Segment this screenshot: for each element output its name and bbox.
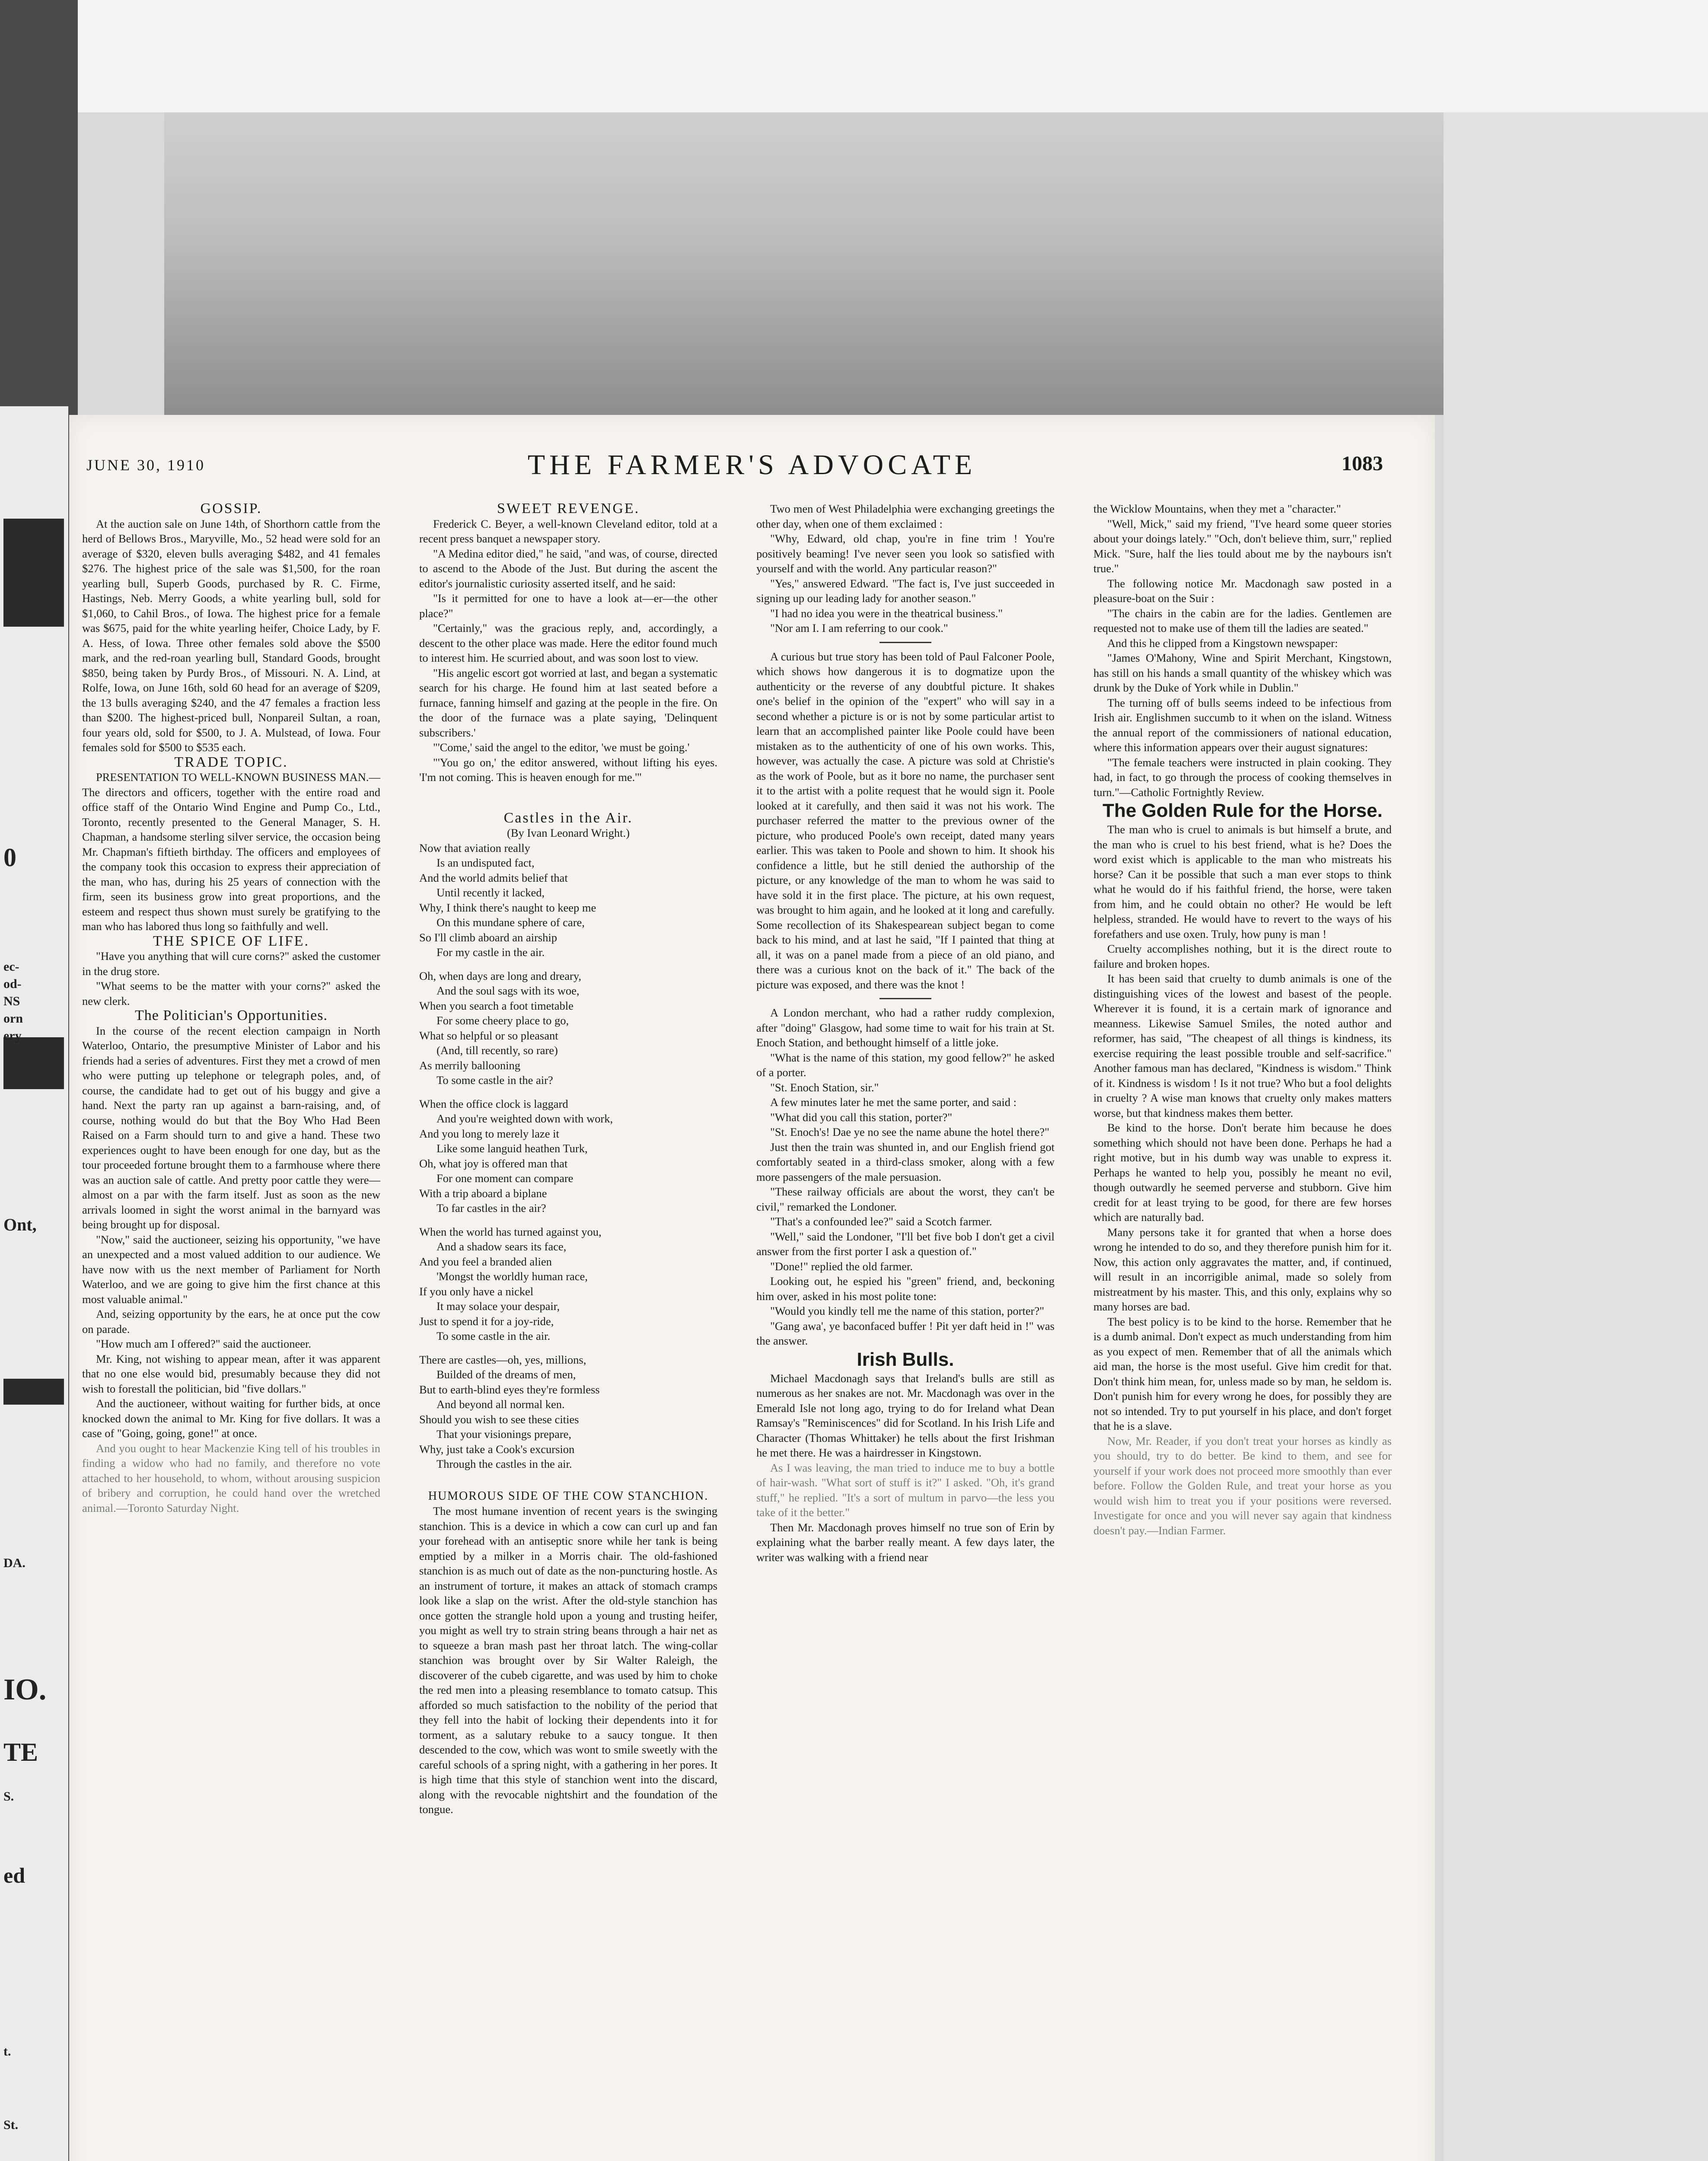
section-title-gossip: GOSSIP.: [200, 500, 262, 516]
article-paragraph: As I was leaving, the man tried to induce me to buy a bottle of hair-wash. "What sort of stuff is it?" I asked. "Oh, it's grand stuff," he replied. "It's a sort of multum in parvo—the less you take of it the better.": [756, 1461, 1055, 1519]
poem-line: When you search a foot timetable: [419, 999, 574, 1012]
article-paragraph: The turning off of bulls seems indeed to be infectious from Irish air. Englishmen succumb to it when on the island. Witness the annual report of the commissioners of national education, where this information appears over their august signatures:: [1093, 696, 1392, 754]
article-paragraph: The following notice Mr. Macdonagh saw posted in a pleasure-boat on the Suir :: [1093, 577, 1392, 605]
section-title-politician: The Politician's Opportunities.: [134, 1007, 328, 1023]
poem-line: Why, just take a Cook's excursion: [419, 1442, 575, 1456]
poem-line: Is an undisputed fact,: [437, 856, 535, 869]
adjacent-page-edge: [0, 406, 68, 2161]
page-title: THE FARMER'S ADVOCATE: [527, 449, 977, 481]
article-paragraph: "St. Enoch Station, sir.": [770, 1080, 879, 1094]
article-paragraph: PRESENTATION TO WELL-KNOWN BUSINESS MAN.—The directors and officers, together with the entire road and office staff of the Ontario Wind Engine and Pump Co., Ltd., Toronto, recently presented to the General Manager, S. H. Chapman, a handsome sterling silver service, the occasion being Mr. Chapman's fiftieth birthday. The officers and employees of the company took this occasion to express their appreciation of the man, who has, during his 25 years of connection with the firm, seen its business grow into great proportions, and the esteem and respect thus shown must surely be gratifying to the man who has labored thus long so faithfully and well.: [82, 771, 380, 933]
article-paragraph: Now, Mr. Reader, if you don't treat your horses as kindly as you should, try to do better. Be kind to them, and see for yourself if your work does not proceed more smoothly than ever before. Follow the Golden Rule, and treat your horse as you would wish him to treat you if your positions were reversed. Investigate for once and you will never say again that kindness doesn't pay.—Indian Farmer.: [1093, 1434, 1392, 1537]
poem-line: And you're weighted down with work,: [437, 1112, 613, 1125]
poem-line: Just to spend it for a joy-ride,: [419, 1314, 554, 1328]
poem-line: With a trip aboard a biplane: [419, 1186, 547, 1200]
poem-line: Oh, when days are long and dreary,: [419, 969, 582, 982]
section-title-irish-bulls: Irish Bulls.: [857, 1348, 954, 1370]
poem-line: But to earth-blind eyes they're formless: [419, 1383, 600, 1396]
article-paragraph: And you ought to hear Mackenzie King tell of his troubles in finding a widow who had no family, and therefore no vote attached to her household, to whom, without arousing suspicion of bribery and corruption, he could hand over the wretched animal.—Toronto Saturday Night.: [82, 1441, 380, 1514]
column-4: [1093, 501, 1392, 1538]
article-paragraph: "Have you anything that will cure corns?" asked the customer in the drug store.: [82, 950, 380, 978]
divider: [879, 998, 931, 999]
article-paragraph: "'Come,' said the angel to the editor, 'we must be going.': [433, 741, 690, 754]
article-paragraph: Looking out, he espied his "green" friend, and, beckoning him over, asked in his most polite tone:: [756, 1275, 1055, 1303]
adjacent-page-fragment: 0: [3, 843, 16, 872]
adjacent-page-ad-block: [3, 1379, 64, 1405]
article-paragraph: "Is it permitted for one to have a look at—er—the other place?": [419, 592, 717, 620]
article-paragraph: In the course of the recent election campaign in North Waterloo, Ontario, the presumptive Minister of Labor and his friends had a series of adventures. First they met a crowd of men who were putting up telephone or telegraph poles, and, of course, the candidate had to get out of his buggy and give a hand. Next the party ran up against a barn-raising, and, of course, nothing would do but that the Boy Who Had Been Raised on a Farm should turn to and give a hand. These two experiences ought to have been enough for one day, but as the tour proceeded fortune brought them to a farmhouse where there was an auction sale of cattle. And pretty poor cattle they were—almost on a par with the farm itself. Just as soon as the new arrivals loomed in sight the worst animal in the barnyard was being brought up for disposal.: [82, 1024, 380, 1231]
article-paragraph: "Gang awa', ye baconfaced buffer ! Pit yer daft heid in !" was the answer.: [756, 1319, 1055, 1347]
adjacent-page-fragment: DA.: [3, 1556, 25, 1570]
adjacent-page-fragment: ec-: [3, 959, 19, 974]
scan-border-right: [1444, 112, 1708, 2161]
poem-line: 'Mongst the worldly human race,: [437, 1270, 588, 1283]
column-1: [82, 501, 380, 1515]
article-paragraph: Two men of West Philadelphia were exchanging greetings the other day, when one of them exclaimed :: [756, 502, 1055, 530]
poem-line: For my castle in the air.: [437, 946, 545, 959]
article-paragraph: A curious but true story has been told of Paul Falconer Poole, which shows how dangerous it is to dogmatize upon the authenticity or the reverse of any doubtful picture. It shakes one's belief in the opinion of the "expert" who will say in a second whether a picture is or is not by some particular artist to learn that an accomplished painter like Poole could have been mistaken as to the authenticity of one of his own works. This, however, was actually the case. A picture was sold at Christie's as the work of Poole, but as it bore no name, the purchaser sent it to the artist with a polite request that he would sign it. Poole looked at it carefully, and then said it was not his work. The purchaser referred the matter to the previous owner of the picture, who produced Poole's own receipt, dated many years earlier. This was taken to Poole and shown to him. It shook his confidence a little, but he still denied the authorship of the picture, or any knowledge of the man to whom he was said to have sold it in the first place. The picture, at his own request, was brought to him again, and he looked at it long and carefully. Some recollection of its Shakespearean subject began to come back to his mind, and at last he said, "If I painted that thing at all, it was on a panel made from a piece of an old piano, and there was a curious knot on the back of it." The back of the picture was exposed, and there was the knot !: [756, 650, 1055, 991]
article-paragraph: "His angelic escort got worried at last, and began a systematic search for his charge. He found him at last seated before a furnace, fanning himself and gazing at the people in the fire. On the door of the furnace was a plate saying, 'Delinquent subscribers.': [419, 666, 717, 739]
adjacent-page-fragment: St.: [3, 2118, 19, 2132]
poem-line: Until recently it lacked,: [437, 886, 545, 899]
page-date: JUNE 30, 1910: [86, 456, 205, 474]
column-2: [419, 501, 717, 1817]
article-paragraph: The man who is cruel to animals is but himself a brute, and the man who is cruel to his best friend, what is he? Does the word exist which is applicable to the man who mistreats his horse? Can it be possible that such a man ever stops to think what he would do if his faithful friend, the horse, were taken from him, and he could obtain no other? He would be left helpless, stranded. He would have to revert to the ways of his forefathers and use oxen. Truly, how puny is man !: [1093, 823, 1392, 940]
article-paragraph: And this he clipped from a Kingstown newspaper:: [1107, 636, 1338, 650]
article-paragraph: "Done!" replied the old farmer.: [770, 1259, 913, 1273]
article-paragraph: At the auction sale on June 14th, of Shorthorn cattle from the herd of Bellows Bros., Maryville, Mo., 52 head were sold for an average of $320, eleven bulls averaging $482, and 41 females $276. The highest price of the sale was $1,500, for the roan yearling bull, Superb Goods, purchased by R. C. Firme, Hastings, Neb. Merry Goods, a white yearling bull, sold for $1,060, to Cahil Bros., of Iowa. The highest price for a female was $675, paid for the white yearling heifer, Choice Lady, by F. A. Hess, of Iowa. Three other females sold above the $500 mark, and the red-roan yearling bull, Standard Goods, brought $850, being taken by Purdy Bros., of Missouri. N. A. Lind, at Rolfe, Iowa, on June 16th, sold 60 head for an average of $209, the 13 bulls averaging $240, and the 47 females a fraction less than $200. The highest-priced bull, Nonpareil Sultan, a roan, four years old, sold for $500, to J. A. Mulstead, of Iowa. Four females sold for $500 to $535 each.: [82, 517, 380, 754]
article-paragraph: And the auctioneer, without waiting for further bids, at once knocked down the animal to Mr. King for five dollars. It was a case of "Going, going, gone!" at once.: [82, 1397, 380, 1440]
adjacent-page-fragment: NS: [3, 994, 20, 1008]
adjacent-page-ad-block: [3, 1037, 64, 1089]
article-paragraph: Michael Macdonagh says that Ireland's bulls are still as numerous as her snakes are not. Mr. Macdonagh was over in the Emerald Isle not long ago, trying to do for Ireland what Dean Ramsay's "Reminiscences" did for Scotland. In his Irish Life and Character (Thomas Whittaker) he tells about the first Irishman he met there. He was a hairdresser in Kingstown.: [756, 1371, 1055, 1459]
section-title-cow-stanchion: HUMOROUS SIDE OF THE COW STANCHION.: [428, 1489, 709, 1503]
article-paragraph: Cruelty accomplishes nothing, but it is the direct route to failure and broken hopes.: [1093, 942, 1392, 970]
poem-line: If you only have a nickel: [419, 1284, 534, 1298]
article-paragraph: Be kind to the horse. Don't berate him because he does something which should not have been done. Perhaps he had a right motive, but in his dumb way was unable to express it. Perhaps he wanted to help you, possibly he meant no evil, though outwardly he seemed perverse and stubborn. Give him credit for at least trying to be good, for there are few horses which are naturally bad.: [1093, 1121, 1392, 1224]
section-title-sweet-revenge: SWEET REVENGE.: [497, 500, 640, 516]
scan-border-top: [78, 0, 1708, 112]
article-paragraph: A few minutes later he met the same porter, and said :: [770, 1096, 1017, 1109]
article-paragraph: "Would you kindly tell me the name of this station, porter?": [770, 1304, 1045, 1317]
poem-line: (And, till recently, so rare): [437, 1044, 558, 1057]
adjacent-page-fragment: orn: [3, 1011, 23, 1026]
adjacent-page-ad-block: [3, 519, 64, 627]
poem-line: When the office clock is laggard: [419, 1097, 568, 1110]
article-paragraph: A London merchant, who had a rather ruddy complexion, after "doing" Glasgow, had some time to wait for his train at St. Enoch Station, and bethought himself of a little joke.: [756, 1006, 1055, 1049]
article-paragraph: And, seizing opportunity by the ears, he at once put the cow on parade.: [82, 1307, 380, 1335]
poem-line: And the world admits belief that: [419, 871, 568, 884]
poem-line: That your visionings prepare,: [437, 1428, 572, 1441]
scan-shadow: [164, 112, 1461, 415]
adjacent-page-fragment: od-: [3, 977, 22, 991]
poem-line: And you long to merely laze it: [419, 1127, 559, 1140]
section-title-golden-rule: The Golden Rule for the Horse.: [1103, 800, 1383, 821]
poem-line: To some castle in the air.: [437, 1329, 551, 1342]
poem-author: (By Ivan Leonard Wright.): [507, 826, 630, 839]
adjacent-page-fragment: t.: [3, 2044, 11, 2059]
poem-line: Like some languid heathen Turk,: [437, 1142, 588, 1155]
poem-line: It may solace your despair,: [437, 1300, 560, 1313]
adjacent-page-fragment: S.: [3, 1789, 14, 1804]
poem-line: There are castles—oh, yes, millions,: [419, 1353, 586, 1366]
adjacent-page-fragment: ed: [3, 1863, 25, 1887]
adjacent-page-fragment: TE: [3, 1738, 38, 1766]
poem-line: And a shadow sears its face,: [437, 1240, 567, 1253]
article-paragraph: Just then the train was shunted in, and our English friend got comfortably seated in a third-class smoker, along with a few more passengers of the male persuasion.: [756, 1140, 1055, 1183]
section-title-spice-of-life: THE SPICE OF LIFE.: [153, 933, 309, 949]
poem-line: And you feel a branded alien: [419, 1255, 552, 1268]
poem-line: Oh, what joy is offered man that: [419, 1157, 568, 1170]
article-paragraph: "The female teachers were instructed in plain cooking. They had, in fact, to go through the process of cooking themselves in turn."—Catholic Fortnightly Review.: [1093, 755, 1392, 799]
poem-line: Should you wish to see these cities: [419, 1412, 579, 1426]
poem-line: Builded of the dreams of men,: [437, 1368, 576, 1381]
poem-line: When the world has turned against you,: [419, 1225, 602, 1238]
article-paragraph: Then Mr. Macdonagh proves himself no true son of Erin by explaining what the barber really meant. A few days later, the writer was walking with a friend near: [756, 1520, 1055, 1564]
adjacent-page-fragment: IO.: [3, 1673, 47, 1706]
article-paragraph: "Well, Mick," said my friend, "I've heard some queer stories about your doings lately." "Och, don't believe thim, surr," replied Mick. "Sure, half the lies tould about me by the naybours isn't true.": [1093, 517, 1392, 575]
poem-line: For some cheery place to go,: [437, 1014, 569, 1027]
divider: [879, 642, 931, 643]
poem-line: What so helpful or so pleasant: [419, 1029, 558, 1042]
poem-line: Through the castles in the air.: [437, 1457, 572, 1470]
article-paragraph: "What did you call this station, porter?": [770, 1110, 953, 1124]
page-number: 1083: [1342, 452, 1383, 475]
article-paragraph: "Nor am I. I am referring to our cook.": [770, 622, 948, 634]
article-paragraph: "The chairs in the cabin are for the ladies. Gentlemen are requested not to make use of them till the ladies are seated.": [1093, 606, 1392, 634]
section-title-trade-topic: TRADE TOPIC.: [174, 754, 288, 770]
article-paragraph: "Certainly," was the gracious reply, and, accordingly, a descent to the other place was made. Here the editor found much to interest him. He scurried about, and was soon lost to view.: [419, 622, 717, 664]
article-paragraph: "I had no idea you were in the theatrical business.": [770, 606, 1003, 620]
article-paragraph: "St. Enoch's! Dae ye no see the name abune the hotel there?": [770, 1125, 1049, 1138]
article-paragraph: "These railway officials are about the worst, they can't be civil," remarked the Londoner.: [756, 1185, 1055, 1213]
poem-line: For one moment can compare: [437, 1172, 574, 1185]
poem-line: To far castles in the air?: [437, 1202, 546, 1214]
column-3: [756, 501, 1055, 1565]
article-paragraph: "Yes," answered Edward. "The fact is, I've just succeeded in signing up our leading lady for another season.": [756, 577, 1055, 605]
article-paragraph: The best policy is to be kind to the horse. Remember that he is a dumb animal. Don't expect as much understanding from him as you expect of men. Remember that of all the animals which aid man, the horse is the most useful. Give him credit for that. Don't think him mean, for, unless made so by man, he seldom is. Don't punish him for every wrong he does, for possibly they are not so intended. Try to put yourself in his place, and don't forget that he is a slave.: [1093, 1315, 1392, 1432]
article-paragraph: "What is the name of this station, my good fellow?" he asked of a porter.: [756, 1051, 1055, 1079]
poem-line: To some castle in the air?: [437, 1074, 553, 1087]
poem-line: So I'll climb aboard an airship: [419, 931, 558, 944]
article-paragraph: "What seems to be the matter with your corns?" asked the new clerk.: [82, 979, 380, 1007]
article-paragraph: Frederick C. Beyer, a well-known Cleveland editor, told at a recent press banquet a newspaper story.: [419, 517, 717, 545]
poem-castles-in-the-air: [419, 841, 717, 1472]
poem-line: On this mundane sphere of care,: [437, 916, 585, 929]
newspaper-page: [69, 415, 1435, 2161]
article-paragraph: Many persons take it for granted that when a horse does wrong he intended to do so, and they therefore punish him for it. Now, this action only aggravates the matter, and, if continued, will result in an incorrigible animal, made so solely from mistreatment by his master. This, and this only, explains why so many horses are bad.: [1093, 1225, 1392, 1313]
article-paragraph: It has been said that cruelty to dumb animals is one of the distinguishing vices of the lowest and basest of the people. Wherever it is found, it is a certain mark of ignorance and meanness. Likewise Samuel Smiles, the noted author and reformer, has said, "The cheapest of all things is kindness, its exercise requiring the least possible trouble and self-sacrifice." Another famous man has declared, "Kindness is wisdom." Think of it. Kindness is wisdom ! Is it not true? Who but a fool delights in cruelty ? A wise man knows that cruelty only makes matters worse, but that kindness makes them better.: [1093, 972, 1392, 1119]
article-paragraph: "James O'Mahony, Wine and Spirit Merchant, Kingstown, has still on his hands a small quantity of the whiskey which was drunk by the Duke of York while in Dublin.": [1093, 651, 1392, 694]
article-paragraph: "'You go on,' the editor answered, without lifting his eyes. 'I'm not coming. This is heaven enough for me.'": [419, 755, 717, 784]
poem-line: As merrily ballooning: [419, 1058, 521, 1072]
section-title-castles-in-the-air: Castles in the Air.: [503, 810, 633, 826]
adjacent-page-fragment: Ont,: [3, 1215, 37, 1234]
article-paragraph: "That's a confounded lee?" said a Scotch farmer.: [770, 1215, 992, 1228]
article-paragraph: "Why, Edward, old chap, you're in fine trim ! You're positively beaming! I've never seen you look so satisfied with yourself and with the world. Any particular reason?": [756, 532, 1055, 575]
poem-line: And beyond all normal ken.: [437, 1398, 565, 1411]
article-paragraph: "Well," said the Londoner, "I'll bet five bob I don't get a civil answer from the first porter I ask a question of.": [756, 1230, 1055, 1258]
poem-line: And the soul sags with its woe,: [437, 984, 580, 997]
article-paragraph: "A Medina editor died," he said, "and was, of course, directed to ascend to the Abode of the Just. But during the ascent the editor's journalistic curiosity asserted itself, and he said:: [419, 547, 717, 590]
poem-line: Now that aviation really: [419, 841, 530, 854]
article-paragraph: Mr. King, not wishing to appear mean, after it was apparent that no one else would bid, presumably because they did not wish to forestall the politician, bid "five dollars.": [82, 1352, 380, 1395]
article-paragraph: the Wicklow Mountains, when they met a "character.": [1093, 502, 1341, 515]
adjacent-page-fragment: ery: [3, 1029, 22, 1043]
article-paragraph: "How much am I offered?" said the auctioneer.: [96, 1337, 311, 1350]
article-paragraph: "Now," said the auctioneer, seizing his opportunity, "we have an unexpected and a most valued addition to our audience. We have now with us the next member of Parliament for North Waterloo, and we are going to give him the first chance at this most valuable animal.": [82, 1233, 380, 1306]
poem-line: Why, I think there's naught to keep me: [419, 901, 596, 914]
article-paragraph: The most humane invention of recent years is the swinging stanchion. This is a device in which a cow can curl up and fan your forehead with an antiseptic snore while her tank is being emptied by a milker in a Morris chair. The old-fashioned stanchion is as much out of date as the non-puncturing hostle. As an instrument of torture, it makes an attack of stomach cramps look like a slap on the wrist. After the old-style stanchion has once gotten the strangle hold upon a young and trusting heifer, you might as well try to strain string beans through a hair net as to squeeze a bran mash past her throat latch. The wing-collar stanchion was brought over by Sir Walter Raleigh, the discoverer of the cubeb cigarette, and was used by him to choke the red men into a pleasing resemblance to tomato catsup. This afforded so much satisfaction to the nobility of the period that they fell into the habit of locking their dependents into it for torment, as a salutary rebuke to a saucy tongue. It then descended to the cow, which was wont to smile sweetly with the careful schools of a spring night, with a gathering in her pores. It is high time that this style of stanchion went into the discard, along with the revocable nightshirt and the foundation of the tongue.: [419, 1504, 717, 1816]
